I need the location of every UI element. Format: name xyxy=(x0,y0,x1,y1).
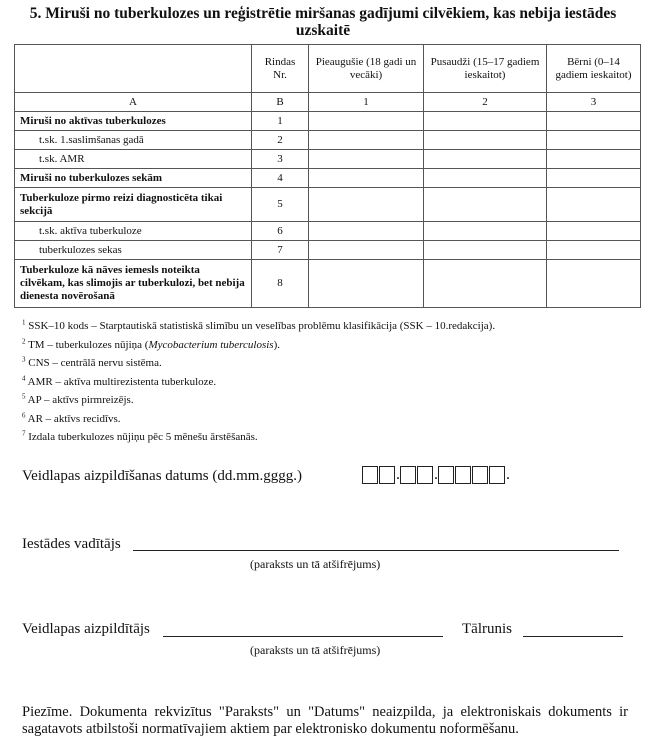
phone-line[interactable] xyxy=(523,636,623,637)
input-cell[interactable] xyxy=(424,131,547,150)
date-label: Veidlapas aizpildīšanas datums (dd.mm.gggg.) xyxy=(22,468,302,484)
input-cell[interactable] xyxy=(547,260,641,308)
head-label: Iestādes vadītājs xyxy=(22,536,121,552)
input-cell[interactable] xyxy=(424,188,547,222)
row-label: tuberkulozes sekas xyxy=(15,241,252,260)
input-cell[interactable] xyxy=(547,241,641,260)
header-cell: Bērni (0–14 gadiem ieskaitot) xyxy=(547,45,641,93)
input-cell[interactable] xyxy=(424,150,547,169)
input-cell[interactable] xyxy=(547,131,641,150)
footnote xyxy=(22,394,134,407)
input-cell[interactable] xyxy=(424,260,547,308)
code-row xyxy=(15,93,641,112)
footnote xyxy=(22,320,495,333)
note: Piezīme. Dokumenta rekvizītus "Paraksts" un "Datums" neaizpilda, ja elektroniskais dokuments ir sagatavots atbilstoši normatīvajiem aktiem par elektronisko dokumentu noformēšanu. xyxy=(22,704,628,737)
footnote-number: 2 xyxy=(22,336,26,345)
filler-label: Veidlapas aizpildītājs xyxy=(22,621,150,637)
row-number: 6 xyxy=(252,222,309,241)
footnote-text: AMR – aktīva multirezistenta tuberkuloze. xyxy=(27,375,217,388)
header-cell: Pieaugušie (18 gadi un vecāki) xyxy=(309,45,424,93)
row-label: Miruši no aktīvas tuberkulozes xyxy=(15,112,252,131)
date-field[interactable]: . . . xyxy=(362,466,510,484)
row-label: Tuberkuloze kā nāves iemesls noteikta cilvēkam, kas slimojis ar tuberkulozi, bet nebija dienesta novērošanā xyxy=(15,260,252,308)
header-row xyxy=(15,45,641,93)
footnote-number: 5 xyxy=(22,392,26,401)
section-title: 5. Miruši no tuberkulozes un reģistrētie miršanas gadījumi cilvēkiem, kas nebija iestādes uzskaitē xyxy=(29,5,617,39)
input-cell[interactable] xyxy=(547,188,641,222)
row-number: 2 xyxy=(252,131,309,150)
input-cell[interactable] xyxy=(424,241,547,260)
row-label: t.sk. aktīva tuberkuloze xyxy=(15,222,252,241)
row-number: 1 xyxy=(252,112,309,131)
row-number: 4 xyxy=(252,169,309,188)
input-cell[interactable] xyxy=(547,222,641,241)
code-cell: 2 xyxy=(424,93,547,112)
header-cell: Rindas Nr. xyxy=(252,45,309,93)
table-row xyxy=(15,112,641,131)
footnote xyxy=(22,336,281,352)
footnote-text: AP – aktīvs pirmreizējs. xyxy=(27,394,134,406)
input-cell[interactable] xyxy=(309,112,424,131)
code-cell: B xyxy=(252,93,309,112)
footnote-text: TM – tuberkulozes nūjiņa ( xyxy=(28,338,149,351)
row-number: 5 xyxy=(252,188,309,222)
code-cell: A xyxy=(15,93,252,112)
footnote-number: 7 xyxy=(22,429,26,438)
header-cell xyxy=(15,45,252,93)
signature-caption: (paraksts un tā atšifrējums) xyxy=(250,643,381,657)
header-cell: Pusaudži (15–17 gadiem ieskaitot) xyxy=(424,45,547,93)
row-number: 3 xyxy=(252,150,309,169)
table-row xyxy=(15,131,641,150)
table-row xyxy=(15,260,641,308)
input-cell[interactable] xyxy=(309,241,424,260)
row-number: 7 xyxy=(252,241,309,260)
row-number: 8 xyxy=(252,260,309,308)
input-cell[interactable] xyxy=(547,150,641,169)
signature-caption: (paraksts un tā atšifrējums) xyxy=(250,557,381,571)
footnote-text: Izdala tuberkulozes nūjiņu pēc 5 mēnešu ārstēšanās. xyxy=(28,431,258,443)
footnote-italic: Mycobacterium tuberculosis xyxy=(148,338,274,351)
input-cell[interactable] xyxy=(309,169,424,188)
input-cell[interactable] xyxy=(309,188,424,222)
input-cell[interactable] xyxy=(547,169,641,188)
footnote xyxy=(22,410,121,426)
input-cell[interactable] xyxy=(547,112,641,131)
footnote-number: 3 xyxy=(22,355,26,364)
row-label: Tuberkuloze pirmo reizi diagnosticēta tikai sekcijā xyxy=(15,188,252,222)
footnote-text: CNS – centrālā nervu sistēma. xyxy=(28,357,162,369)
input-cell[interactable] xyxy=(309,222,424,241)
input-cell[interactable] xyxy=(424,169,547,188)
input-cell[interactable] xyxy=(424,112,547,131)
footnote-text: AR – aktīvs recidīvs. xyxy=(27,412,121,425)
mortality-table xyxy=(14,44,641,308)
code-cell: 1 xyxy=(309,93,424,112)
footnote xyxy=(22,373,217,389)
input-cell[interactable] xyxy=(309,260,424,308)
row-label: t.sk. AMR xyxy=(15,150,252,169)
head-signature-line[interactable] xyxy=(133,550,619,551)
phone-label: Tālrunis xyxy=(462,621,512,637)
footnote-text: SSK–10 kods – Starptautiskā statistiskā slimību un veselības problēmu klasifikācija (SSK – 10.redakcija). xyxy=(28,320,496,332)
footnote-text: ). xyxy=(273,338,281,351)
footnote xyxy=(22,431,258,444)
input-cell[interactable] xyxy=(424,222,547,241)
table-row xyxy=(15,222,641,241)
table-row xyxy=(15,241,641,260)
row-label: t.sk. 1.saslimšanas gadā xyxy=(15,131,252,150)
code-cell: 3 xyxy=(547,93,641,112)
footnote xyxy=(22,357,162,370)
input-cell[interactable] xyxy=(309,150,424,169)
table-row xyxy=(15,188,641,222)
table-row xyxy=(15,169,641,188)
filler-signature-line[interactable] xyxy=(163,636,443,637)
footnote-number: 1 xyxy=(22,318,26,327)
table-row xyxy=(15,150,641,169)
footnote-number: 6 xyxy=(22,410,26,419)
input-cell[interactable] xyxy=(309,131,424,150)
footnote-number: 4 xyxy=(22,373,26,382)
row-label: Miruši no tuberkulozes sekām xyxy=(15,169,252,188)
